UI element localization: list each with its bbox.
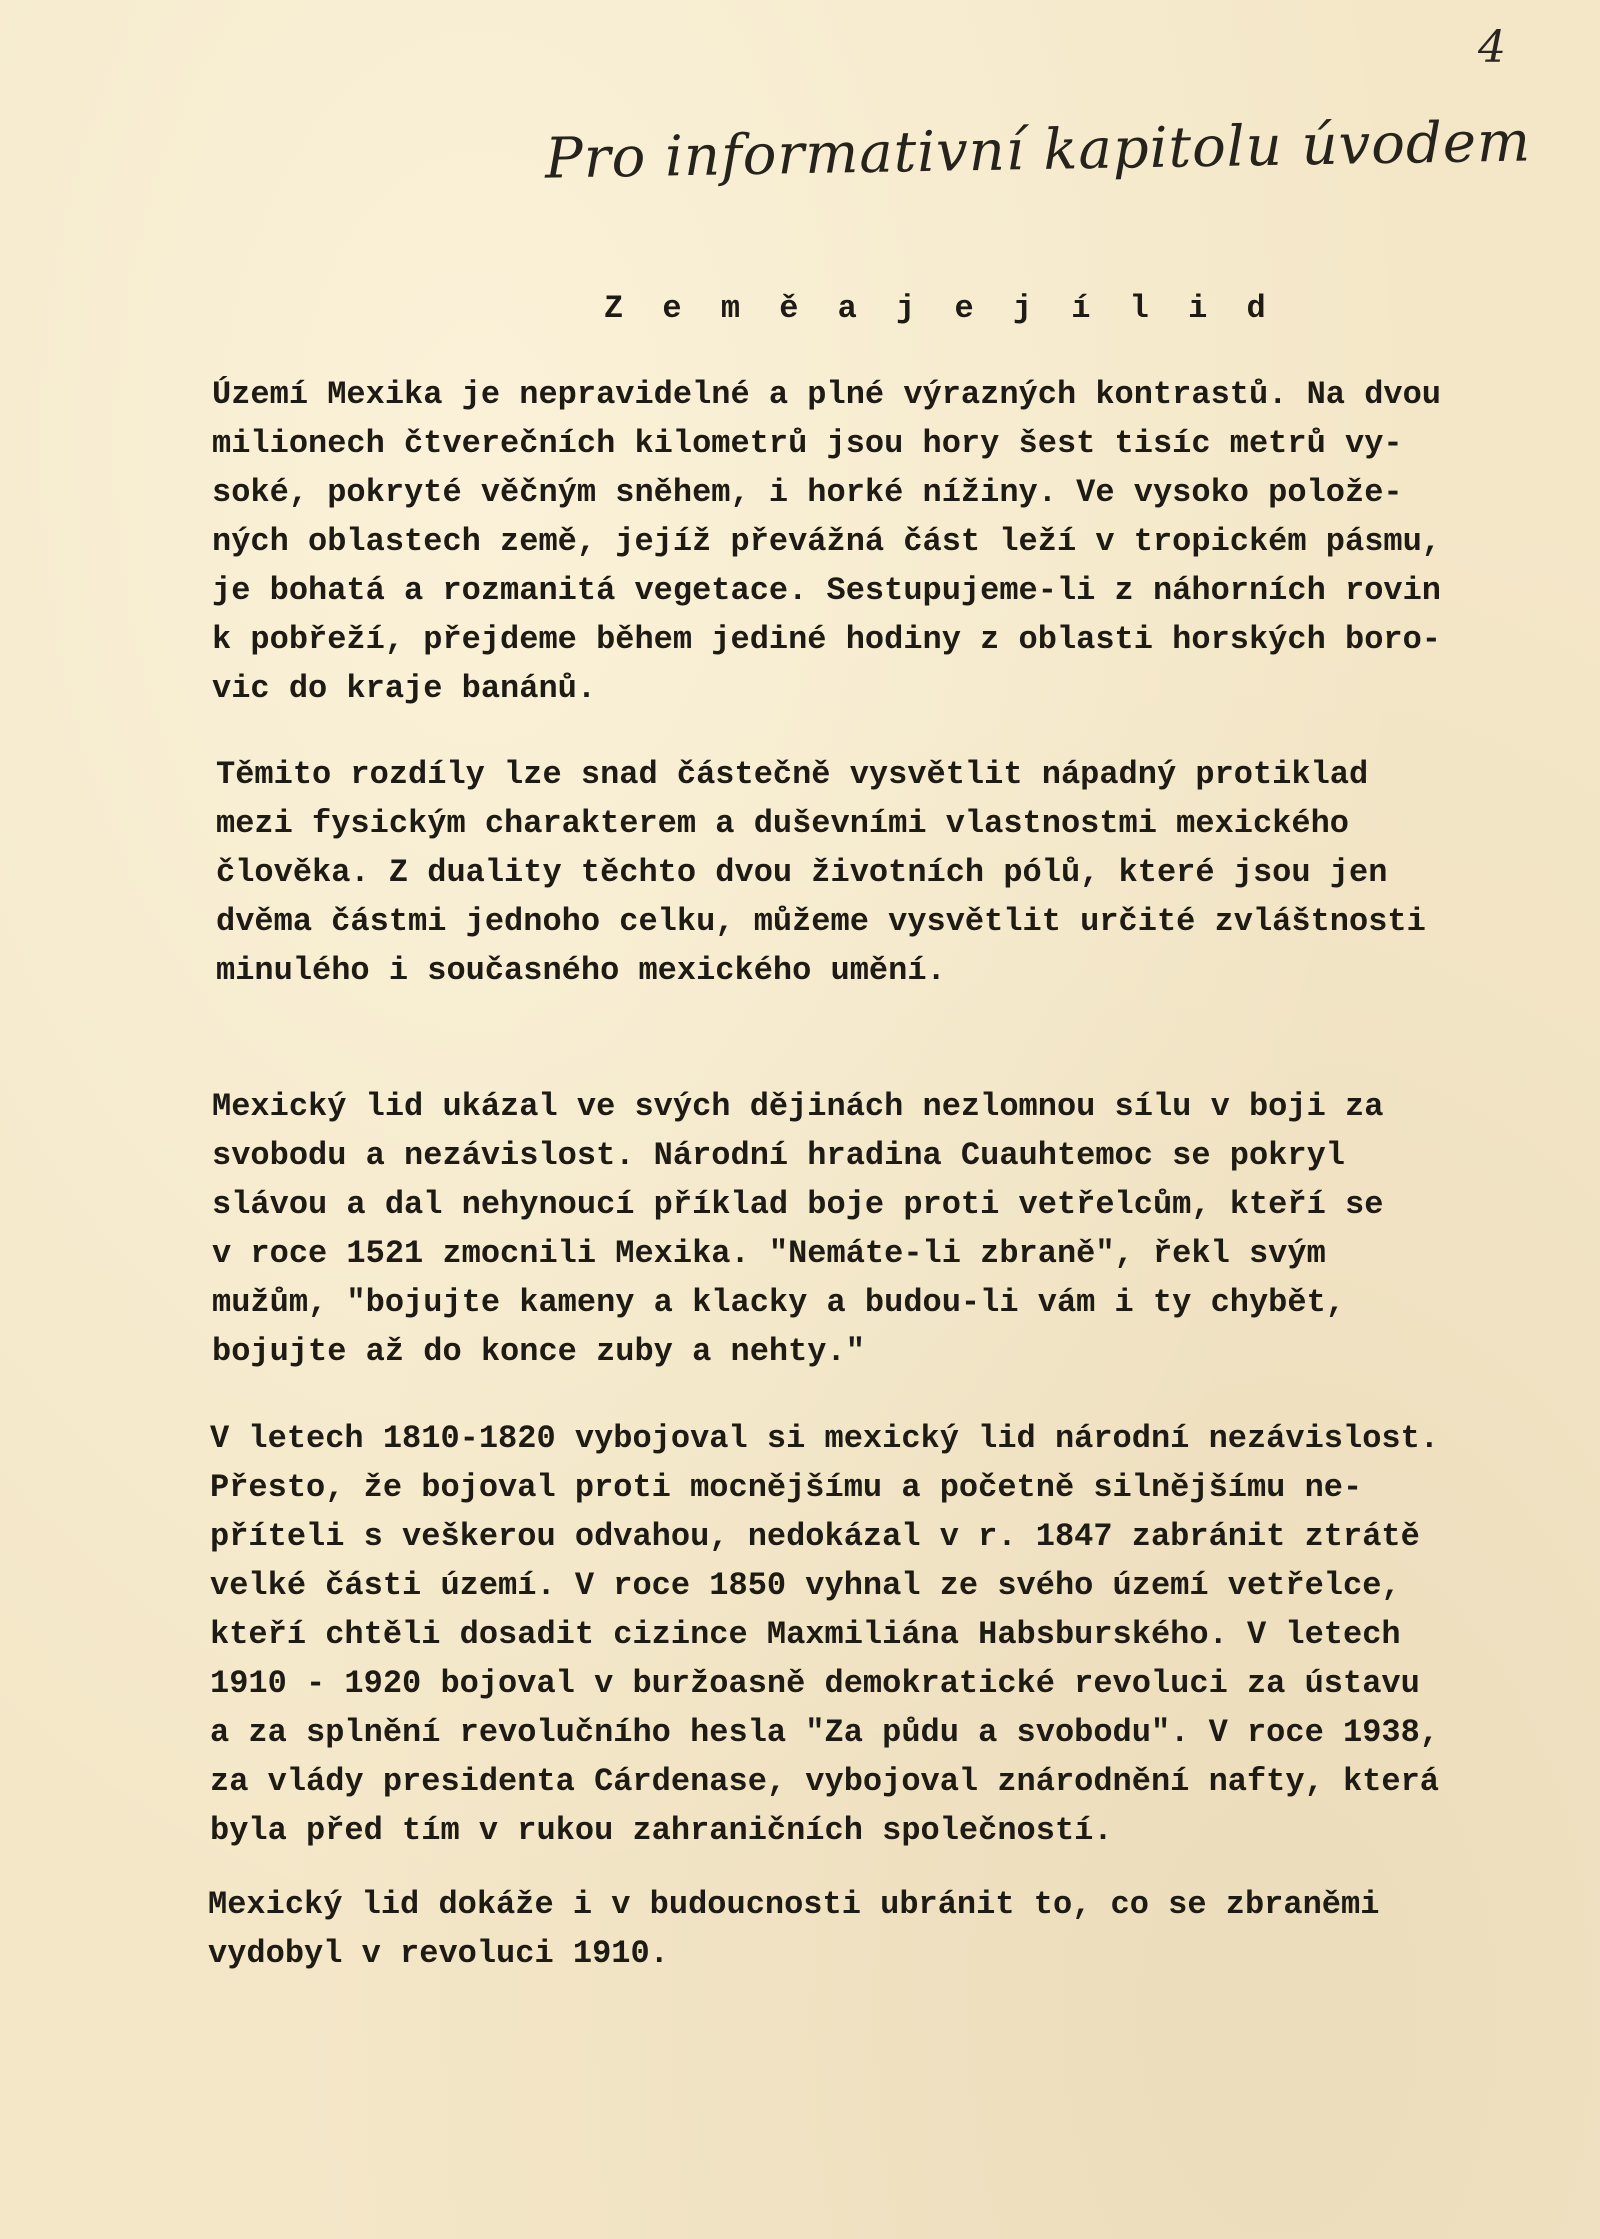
document-title: Z e m ě a j e j í l i d bbox=[604, 290, 1276, 327]
handwritten-note: Pro informativní kapitolu úvodem bbox=[544, 109, 1532, 192]
paragraph-territory: Území Mexika je nepravidelné a plné výrazných kontrastů. Na dvou milionech čtverečních kilometrů jsou hory šest tisíc metrů vy- soké, pokryté věčným sněhem, i horké nížiny. Ve vysoko polože- ných oblastech země, jejíž převážná část leží v tropickém pásmu, je bohatá a rozmanitá vegetace. Sestupujeme-li z náhorních rovin k pobřeží, přejdeme během jediné hodiny z oblasti horských boro- vic do kraje banánů. bbox=[212, 376, 1441, 707]
paragraph-history: V letech 1810-1820 vybojoval si mexický lid národní nezávislost. Přesto, že bojoval proti mocnějšímu a početně silnějšímu ne- příteli s veškerou odvahou, nedokázal v r. 1847 zabránit ztrátě velké části území. V roce 1850 vyhnal ze svého území vetřelce, kteří chtěli dosadit cizince Maxmiliána Habsburského. V letech 1910 - 1920 bojoval v buržoasně demokratické revoluci za ústavu a za splnění revolučního hesla "Za půdu a svobodu". V roce 1938, za vlády presidenta Cárdenase, vybojoval znárodnění nafty, která byla před tím v rukou zahraničních společností. bbox=[210, 1420, 1439, 1849]
paragraph-future: Mexický lid dokáže i v budoucnosti ubránit to, co se zbraněmi vydobyl v revoluci 1910. bbox=[208, 1886, 1380, 1972]
paragraph-struggle: Mexický lid ukázal ve svých dějinách nezlomnou sílu v boji za svobodu a nezávislost. Národní hradina Cuauhtemoc se pokryl slávou a dal nehynoucí příklad boje proti vetřelcům, kteří se v roce 1521 zmocnili Mexika. "Nemáte-li zbraně", řekl svým mužům, "bojujte kameny a klacky a budou-li vám i ty chybět, bojujte až do konce zuby a nehty." bbox=[212, 1088, 1384, 1370]
paragraph-contrasts: Těmito rozdíly lze snad částečně vysvětlit nápadný protiklad mezi fysickým charakterem a duševními vlastnostmi mexického člověka. Z duality těchto dvou životních pólů, které jsou jen dvěma částmi jednoho celku, můžeme vysvětlit určité zvláštnosti minulého i současného mexického umění. bbox=[216, 756, 1426, 989]
page-number: 4 bbox=[1478, 22, 1506, 73]
